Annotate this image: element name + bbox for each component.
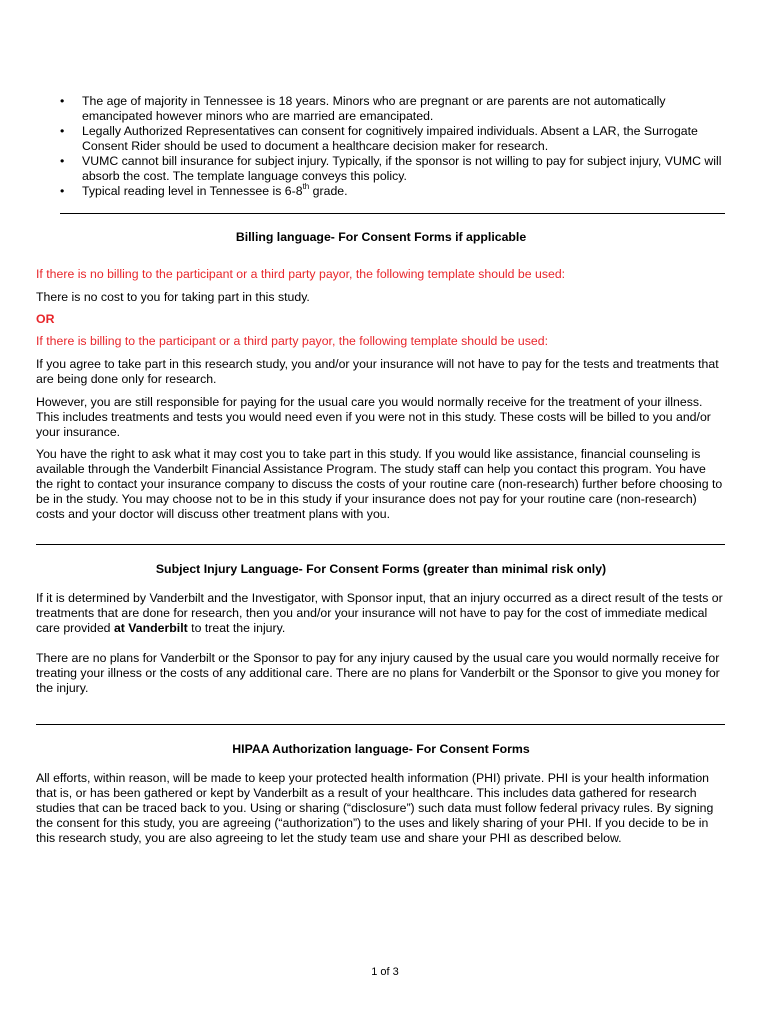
bullet-item [60,94,722,124]
no-billing-instruction: If there is no billing to the participant or a third party payor, the following template should be used: [36,267,566,281]
billing-paragraph-2: However, you are still responsible for paying for the usual care you would normally receive for the treatment of your illness. This includes treatments and tests you would need even if you were not in this study. These costs will be billed to you and/or your insurance. [36,395,711,439]
bullet-icon: • [60,154,65,168]
bullet-item [60,124,722,154]
ordinal-suffix: th [302,181,310,191]
injury-text: If it is determined by Vanderbilt and the Investigator, with Sponsor input, that an injury occurred as a direct result of the tests or treatments that are done for research, then you and/or your insurance will not have to pay for the cost of immediate medical care provided [36,591,723,635]
section-divider [36,724,725,725]
injury-text-end: to treat the injury. [187,621,286,635]
bullet-text: VUMC cannot bill insurance for subject injury. Typically, if the sponsor is not willing to pay for subject injury, VUMC will absorb the cost. The template language conveys this policy. [82,154,722,183]
bullet-item [60,154,722,184]
guidance-bullet-list [60,94,722,199]
page-number: 1 of 3 [371,966,399,978]
no-cost-statement: There is no cost to you for taking part in this study. [36,290,310,304]
section-divider [36,544,725,545]
bullet-text: Typical reading level in Tennessee is 6-8 [82,184,303,198]
billing-heading: Billing language- For Consent Forms if applicable [235,230,527,244]
bullet-text: The age of majority in Tennessee is 18 years. Minors who are pregnant or are parents are not automatically emancipated however minors who are married are emancipated. [82,94,666,123]
hipaa-heading: HIPAA Authorization language- For Consent Forms [232,742,530,756]
bullet-text: Legally Authorized Representatives can consent for cognitively impaired individuals. Absent a LAR, the Surrogate Consent Rider should be used to document a healthcare decision maker for research. [82,124,698,153]
bullet-icon: • [60,94,65,108]
bullet-text-end: grade. [309,184,348,198]
injury-paragraph-2: There are no plans for Vanderbilt or the Sponsor to pay for any injury caused by the usual care you would normally receive for treating your illness or the costs of any additional care. There are no plans for Vanderbilt or the Sponsor to give you money for the injury. [36,651,720,695]
injury-paragraph-1 [36,591,726,636]
hipaa-paragraph: All efforts, within reason, will be made to keep your protected health information (PHI) private. PHI is your health information that is, or has been gathered or kept by Vanderbilt as a result of your healthcare. This includes data gathered for research studies that can be traced back to you. Using or sharing (“disclosure”) such data must follow federal privacy rules. By signing the consent for this study, you are agreeing (“authorization”) to the uses and likely sharing of your PHI. If you decide to be in this research study, you are also agreeing to let the study team use and share your PHI as described below. [36,771,714,845]
section-divider [60,213,725,214]
bullet-icon: • [60,184,65,198]
bullet-item [60,181,722,199]
billing-paragraph-1: If you agree to take part in this research study, you and/or your insurance will not have to pay for the tests and treatments that are being done only for research. [36,357,719,386]
billing-paragraph-3: You have the right to ask what it may cost you to take part in this study. If you would like assistance, financial counseling is available through the Vanderbilt Financial Assistance Program. The study staff can help you contact this program. You have the right to contact your insurance company to discuss the costs of your routine care (non-research) further before choosing to be in the study. You may choose not to be in this study if your insurance does not pay for your routine care (non-research) costs and your doctor will discuss other treatment plans with you. [36,447,723,521]
or-separator: OR [36,312,55,326]
billing-instruction: If there is billing to the participant or a third party payor, the following template should be used: [36,334,548,348]
injury-heading: Subject Injury Language- For Consent Forms (greater than minimal risk only) [155,562,607,576]
injury-emphasis: at Vanderbilt [113,621,188,635]
bullet-icon: • [60,124,65,138]
